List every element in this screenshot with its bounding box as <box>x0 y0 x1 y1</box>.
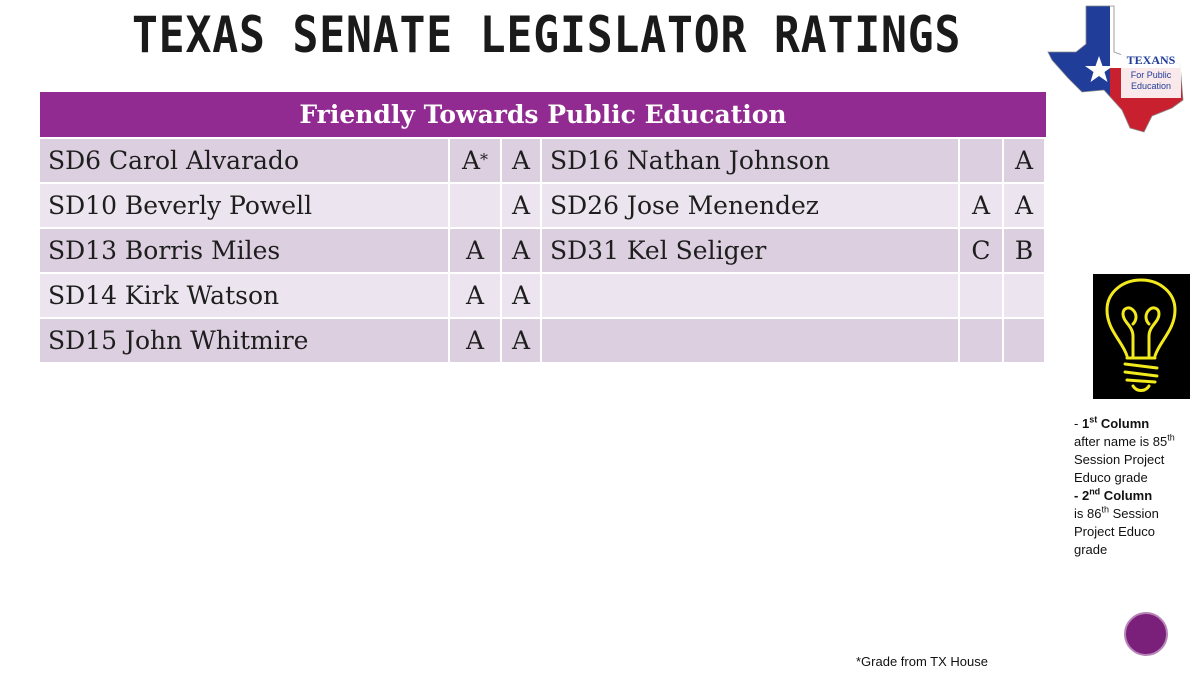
grade-86th <box>1004 319 1046 364</box>
table-row <box>40 229 1046 274</box>
page-title: TEXAS SENATE LEGISLATOR RATINGS <box>132 6 962 64</box>
legend-second-column: - 2nd Column is 86th Session Project Educo grade <box>1074 486 1159 557</box>
svg-text:For Public: For Public <box>1130 70 1172 80</box>
grade-86th: A <box>502 274 542 319</box>
legislator-name: SD15 John Whitmire <box>40 319 450 364</box>
grade-86th <box>1004 274 1046 319</box>
grade-86th: B <box>1004 229 1046 274</box>
legislator-name: SD31 Kel Seliger <box>542 229 960 274</box>
grade-85th: C <box>960 229 1004 274</box>
grade-86th: A <box>502 184 542 229</box>
grade-86th: A <box>502 229 542 274</box>
svg-text:TEXANS: TEXANS <box>1126 53 1176 67</box>
grade-85th <box>960 274 1004 319</box>
legislator-name <box>542 319 960 364</box>
legislator-name: SD13 Borris Miles <box>40 229 450 274</box>
lightbulb-drawing <box>1093 274 1190 399</box>
grade-85th: A <box>450 319 502 364</box>
footnote: *Grade from TX House <box>856 654 988 669</box>
grade-86th: A <box>502 319 542 364</box>
table-row <box>40 139 1046 184</box>
legislator-name: SD6 Carol Alvarado <box>40 139 450 184</box>
circle-button[interactable] <box>1124 612 1168 656</box>
grade-85th: A* <box>450 139 502 184</box>
legislator-name: SD10 Beverly Powell <box>40 184 450 229</box>
column-legend <box>1074 415 1184 559</box>
grade-85th <box>960 139 1004 184</box>
svg-text:Education: Education <box>1130 81 1172 91</box>
legislator-name: SD14 Kirk Watson <box>40 274 450 319</box>
grade-86th: A <box>502 139 542 184</box>
legislator-name <box>542 274 960 319</box>
grade-86th: A <box>1004 184 1046 229</box>
texans-for-public-education-logo <box>1046 4 1188 134</box>
grade-85th: A <box>960 184 1004 229</box>
table-row <box>40 184 1046 229</box>
table-row <box>40 319 1046 364</box>
house-grade-asterisk: * <box>480 150 489 169</box>
grade-85th <box>960 319 1004 364</box>
legislator-name: SD16 Nathan Johnson <box>542 139 960 184</box>
grade-85th: A <box>450 274 502 319</box>
lightbulb-icon <box>1093 274 1190 399</box>
grade-86th: A <box>1004 139 1046 184</box>
ratings-table <box>40 92 1046 364</box>
grade-85th: A <box>450 229 502 274</box>
legislator-name: SD26 Jose Menendez <box>542 184 960 229</box>
grade-85th <box>450 184 502 229</box>
table-header: Friendly Towards Public Education <box>40 92 1046 139</box>
table-row <box>40 274 1046 319</box>
legend-first-column: - 1st Column after name is 85th Session Project Educo grade <box>1074 414 1175 485</box>
